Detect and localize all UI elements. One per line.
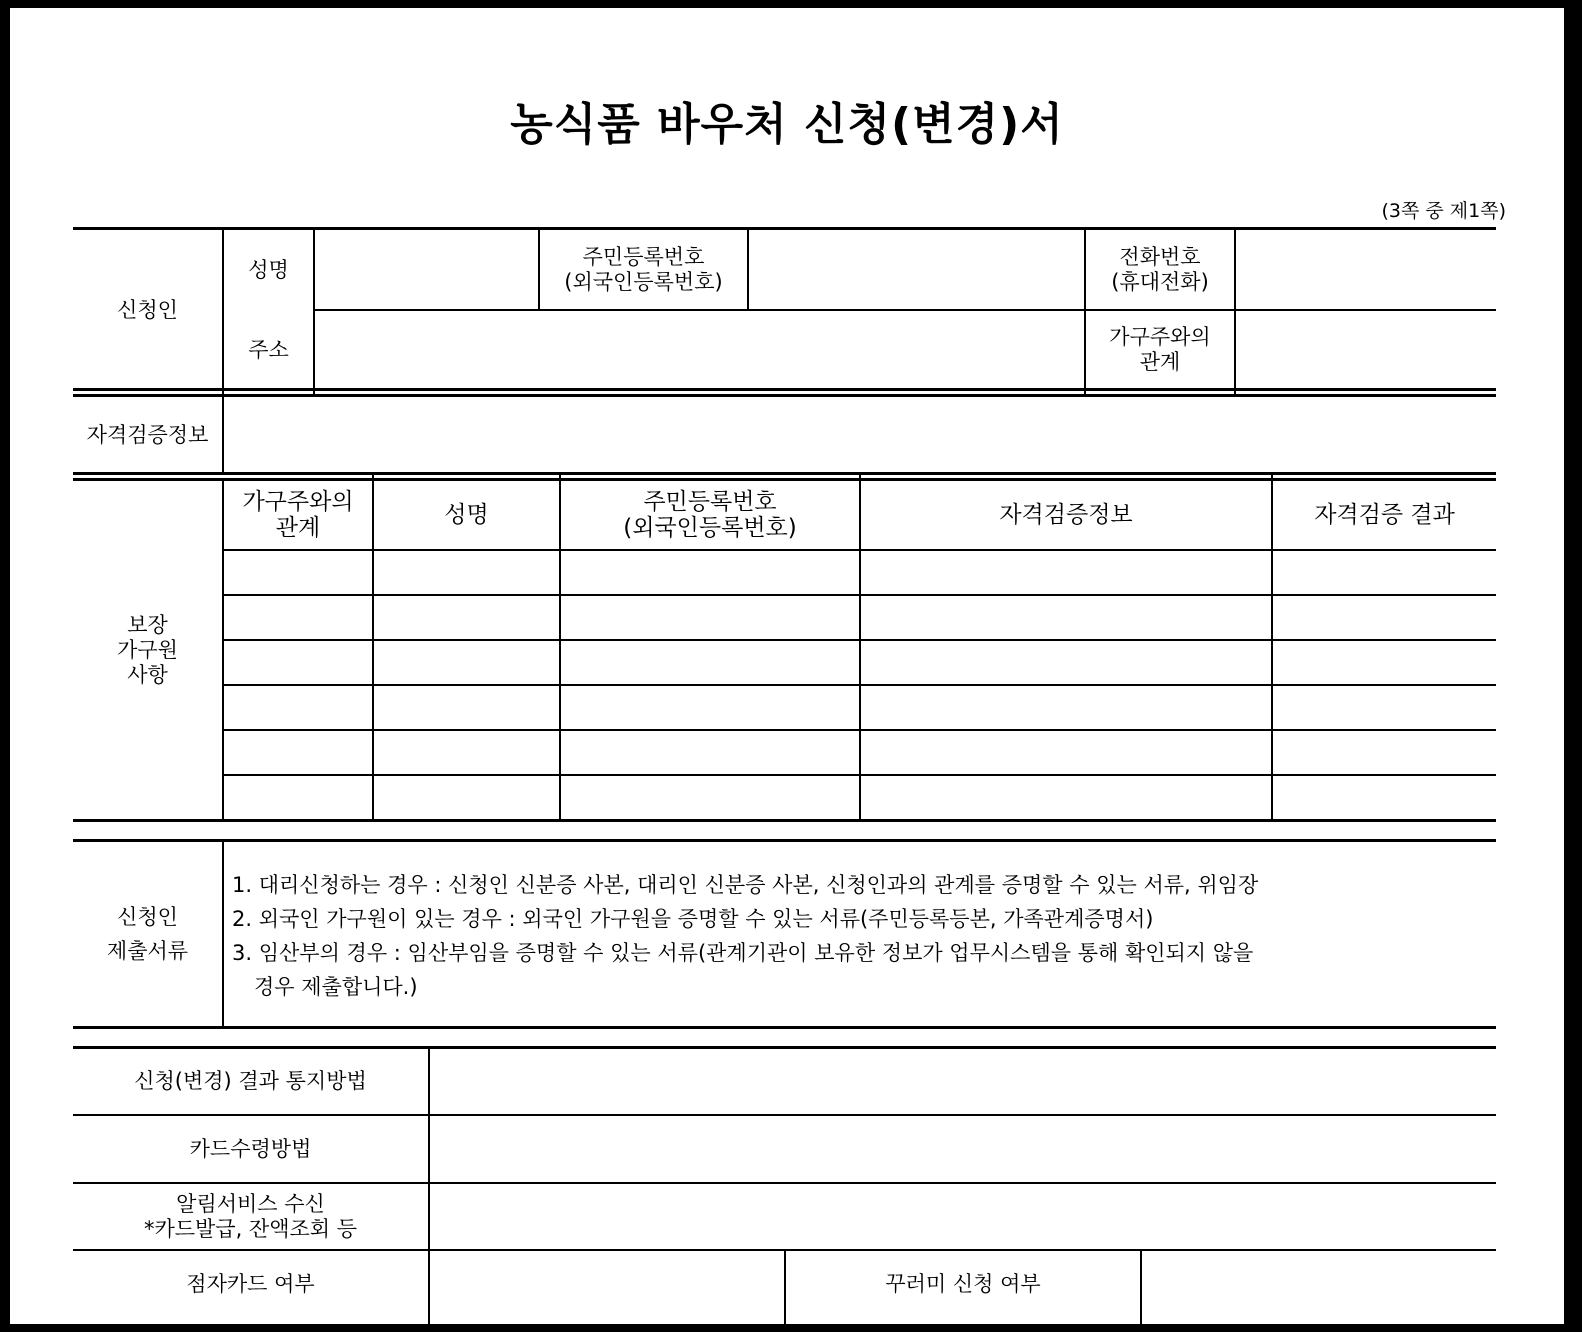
rule	[73, 1026, 1496, 1029]
members-label-line: 사항	[127, 662, 168, 687]
alert-service-label	[73, 1184, 428, 1249]
members-label-line: 가구원	[117, 637, 178, 662]
braille-card-field[interactable]	[430, 1251, 784, 1317]
documents-label-line: 제출서류	[106, 939, 189, 963]
rule	[73, 472, 1496, 475]
page-indicator: (3쪽 중 제1쪽)	[1381, 200, 1506, 222]
members-label-line: 보장	[127, 612, 168, 637]
form-page	[10, 8, 1564, 1324]
rule	[73, 819, 1496, 822]
col-rrn	[561, 481, 859, 549]
relation-label	[1086, 311, 1234, 389]
members-section-label	[73, 481, 222, 819]
col-relation-line: 가구주와의	[242, 489, 354, 515]
eligibility-label: 자격검증정보	[86, 422, 209, 447]
kkureomi-field[interactable]	[1142, 1251, 1496, 1317]
documents-label	[73, 842, 222, 1026]
eligibility-field[interactable]	[224, 397, 1496, 473]
rrn-field[interactable]	[749, 230, 1084, 310]
notify-method-field[interactable]	[430, 1049, 1496, 1114]
rrn-label-line: (외국인등록번호)	[564, 270, 723, 294]
name-label: 성명	[248, 257, 289, 282]
rrn-label-line: 주민등록번호	[582, 245, 705, 269]
applicant-section-label: 신청인	[117, 297, 178, 322]
address-field[interactable]	[315, 311, 1084, 389]
col-name: 성명	[444, 502, 489, 528]
phone-label	[1086, 230, 1234, 310]
card-receive-label: 카드수령방법	[189, 1136, 312, 1161]
documents-item: 1. 대리신청하는 경우 : 신청인 신분증 사본, 대리인 신분증 사본, 신청인과의 관계를 증명할 수 있는 서류, 위임장	[232, 873, 1259, 897]
name-field[interactable]	[315, 230, 538, 310]
alert-service-line: 알림서비스 수신	[176, 1191, 325, 1216]
relation-label-line: 관계	[1139, 350, 1181, 374]
col-eligibility-result: 자격검증 결과	[1314, 502, 1455, 528]
rule	[73, 839, 1496, 842]
documents-label-line: 신청인	[117, 905, 178, 929]
relation-field[interactable]	[1236, 311, 1496, 389]
col-eligibility-info: 자격검증정보	[999, 502, 1133, 528]
kkureomi-label: 꾸러미 신청 여부	[885, 1271, 1041, 1296]
phone-label-line: 전화번호	[1119, 245, 1201, 269]
card-receive-field[interactable]	[430, 1116, 1496, 1182]
documents-item: 3. 임산부의 경우 : 임산부임을 증명할 수 있는 서류(관계기관이 보유한 정보가 업무시스템을 통해 확인되지 않을	[232, 941, 1254, 965]
address-label: 주소	[248, 337, 289, 362]
relation-label-line: 가구주와의	[1109, 325, 1211, 349]
col-rrn-line: (외국인등록번호)	[623, 515, 797, 541]
col-rrn-line: 주민등록번호	[643, 489, 777, 515]
documents-item: 2. 외국인 가구원이 있는 경우 : 외국인 가구원을 증명할 수 있는 서류(주민등록등본, 가족관계증명서)	[232, 907, 1154, 931]
col-relation	[224, 481, 372, 549]
documents-item: 경우 제출합니다.)	[254, 975, 418, 999]
alert-service-line: *카드발급, 잔액조회 등	[143, 1216, 358, 1241]
rule	[222, 841, 224, 1027]
documents-list	[232, 868, 1258, 1004]
braille-card-label: 점자카드 여부	[186, 1271, 315, 1296]
phone-label-line: (휴대전화)	[1111, 270, 1209, 294]
phone-field[interactable]	[1236, 230, 1496, 310]
rrn-label	[540, 230, 747, 310]
col-relation-line: 관계	[275, 515, 321, 541]
alert-service-field[interactable]	[430, 1184, 1496, 1249]
form-title: 농식품 바우처 신청(변경)서	[510, 99, 1064, 150]
notify-method-label: 신청(변경) 결과 통지방법	[134, 1069, 367, 1093]
